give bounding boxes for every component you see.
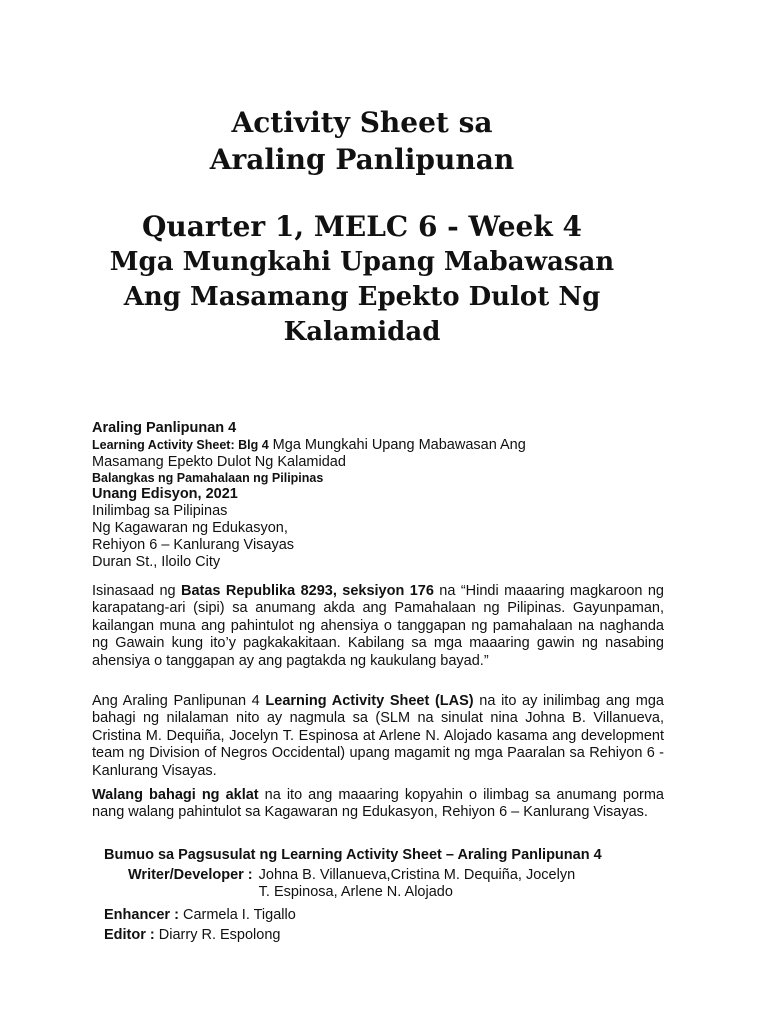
para2-text: Ang Araling Panlipunan 4 [92,693,266,709]
balangkas-label: Balangkas ng Pamahalaan ng Pilipinas [92,471,324,485]
publication-info [92,420,664,571]
las-label: Learning Activity Sheet: Blg 4 [92,438,269,452]
edition-label: Unang Edisyon, 2021 [92,486,238,502]
editor-name: Diarry R. Espolong [158,927,281,943]
title-block [0,104,724,350]
editor-row [104,927,664,944]
subtitle-line-2: Ang Masamang Epekto Dulot Ng [123,282,601,312]
credits-block [104,847,664,944]
no-part-notice: Walang bahagi ng aklat [92,787,259,803]
reproduction-paragraph [92,787,664,822]
enhancer-name: Carmela I. Tigallo [182,907,296,923]
writer-row [128,867,664,901]
las-title-1: Mga Mungkahi Upang Mabawasan Ang [268,437,526,453]
department: Ng Kagawaran ng Edukasyon, [92,520,288,536]
las-title-2: Masamang Epekto Dulot Ng Kalamidad [92,454,346,470]
writer-names: Johna B. Villanueva,Cristina M. Dequiña, Jocelyn T. Espinosa, Arlene N. Alojado [258,867,576,900]
copyright-paragraph [92,583,664,670]
las-reference: Learning Activity Sheet (LAS) [265,693,474,709]
las-paragraph [92,693,664,780]
law-reference: Batas Republika 8293, seksiyon 176 [181,583,434,599]
subtitle-line-3: Kalamidad [283,317,441,347]
quarter-heading: Quarter 1, MELC 6 - Week 4 [142,210,582,243]
para1-text-cont: na “Hindi maaaring magkaroon ng karapatang-ari (sipi) sa anumang akda ang Pamahalaan ng Pilipinas. Gayunpaman, kailangan muna ang pahintulot ng ahensiya o tanggapan ng pamahalaan na naghanda ng Gawain kung ito’y pagkakakitaan. Kabilang sa mga maaaring gawin ng nasabing ahensiya o tanggapan ay ang pagtakda ng kaukulang bayad.” [92,583,664,669]
subtitle-line-1: Mga Mungkahi Upang Mabawasan [109,247,615,277]
para1-text: Isinasaad ng [92,583,181,599]
editor-label: Editor : [104,927,159,943]
region: Rehiyon 6 – Kanlurang Visayas [92,537,295,553]
enhancer-label: Enhancer : [104,907,183,923]
las-line [92,437,664,454]
subject-label: Araling Panlipunan 4 [92,420,237,436]
writer-label: Writer/Developer : [128,867,253,883]
printed-in: Inilimbag sa Pilipinas [92,503,228,519]
enhancer-row [104,907,664,924]
address: Duran St., Iloilo City [92,554,221,570]
credits-heading: Bumuo sa Pagsusulat ng Learning Activity Sheet – Araling Panlipunan 4 [104,847,602,863]
para3-text: na ito ang maaaring kopyahin o ilimbag sa anumang porma nang walang pahintulot sa Kagawaran ng Edukasyon, Rehiyon 6 – Kanlurang Visayas. [92,787,664,821]
title-line-1: Activity Sheet sa [231,106,493,139]
title-line-2: Araling Panlipunan [209,143,515,176]
para2-text-cont: na ito ay inilimbag ang mga bahagi ng nilalaman nito ay nagmula sa (SLM na sinulat nina Johna B. Villanueva, Cristina M. Dequiña, Jocelyn T. Espinosa at Arlene N. Alojado kasama ang development team ng Division of Negros Occidental) upang magamit ng mga Paaralan sa Rehiyon 6 - Kanlurang Visayas. [92,693,664,779]
